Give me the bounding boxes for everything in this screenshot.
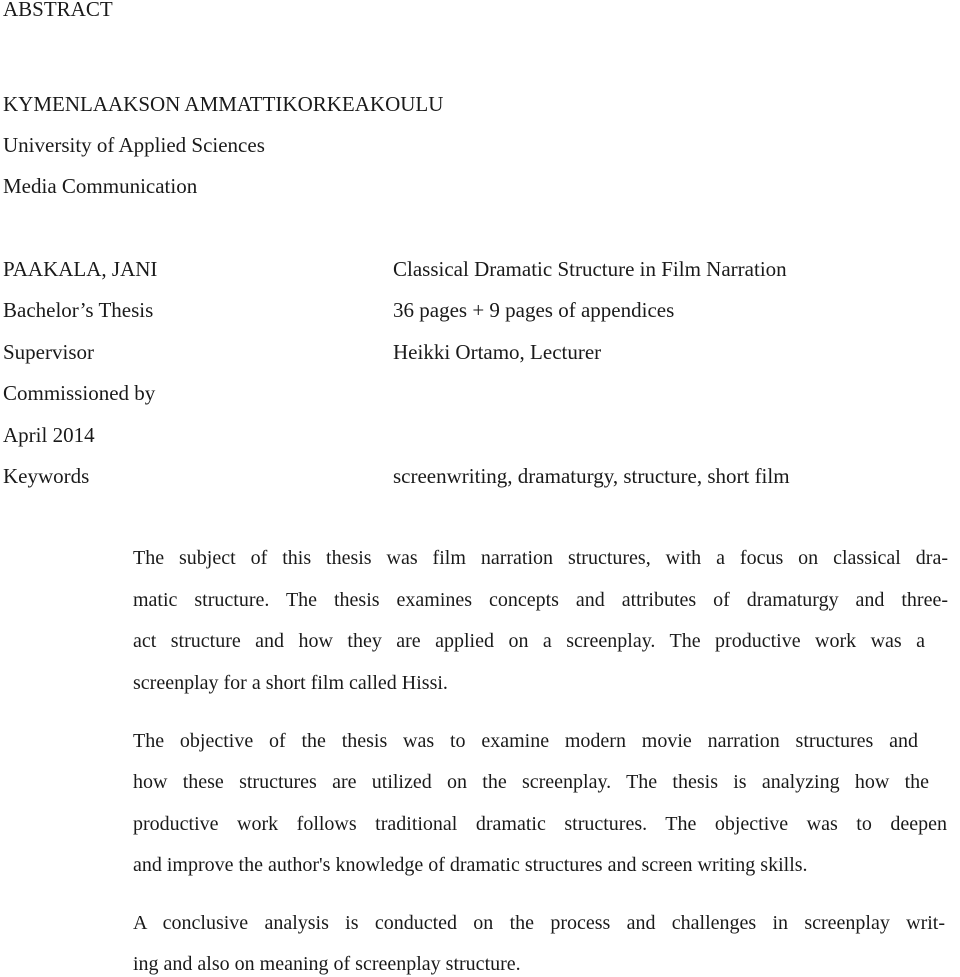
keywords-value: screenwriting, dramaturgy, structure, short film — [393, 464, 790, 488]
date-label: April 2014 — [3, 423, 95, 447]
paragraph-2-line-2: how these structures are utilized on the screenplay. The thesis is analyzing how the — [133, 771, 929, 793]
paragraph-3-line-1: A conclusive analysis is conducted on the process and challenges in screenplay writ- — [133, 912, 945, 934]
paragraph-1-line-2: matic structure. The thesis examines concepts and attributes of dramaturgy and three- — [133, 589, 948, 611]
abstract-heading: ABSTRACT — [3, 0, 113, 21]
institution-name: KYMENLAAKSON AMMATTIKORKEAKOULU — [3, 92, 444, 116]
paragraph-2-line-4: and improve the author's knowledge of dramatic structures and screen writing skills. — [133, 854, 808, 876]
institution-type: University of Applied Sciences — [3, 133, 265, 157]
supervisor-value: Heikki Ortamo, Lecturer — [393, 340, 602, 364]
paragraph-2-line-1: The objective of the thesis was to examine modern movie narration structures and — [133, 730, 918, 752]
paragraph-3-line-2: ing and also on meaning of screenplay structure. — [133, 953, 521, 975]
thesis-type-label: Bachelor’s Thesis — [3, 298, 154, 322]
program-name: Media Communication — [3, 174, 198, 198]
commissioned-label: Commissioned by — [3, 381, 156, 405]
paragraph-1-line-4: screenplay for a short film called Hissi. — [133, 672, 448, 694]
author-label: PAAKALA, JANI — [3, 257, 158, 281]
page-count: 36 pages + 9 pages of appendices — [393, 298, 675, 322]
supervisor-label: Supervisor — [3, 340, 94, 364]
paragraph-1-line-3: act structure and how they are applied on a screenplay. The productive work was a — [133, 630, 925, 652]
paragraph-2-line-3: productive work follows traditional dramatic structures. The objective was to deepen — [133, 813, 947, 835]
thesis-title: Classical Dramatic Structure in Film Narration — [393, 257, 787, 281]
keywords-label: Keywords — [3, 464, 90, 488]
paragraph-1-line-1: The subject of this thesis was film narration structures, with a focus on classical dra- — [133, 547, 948, 569]
